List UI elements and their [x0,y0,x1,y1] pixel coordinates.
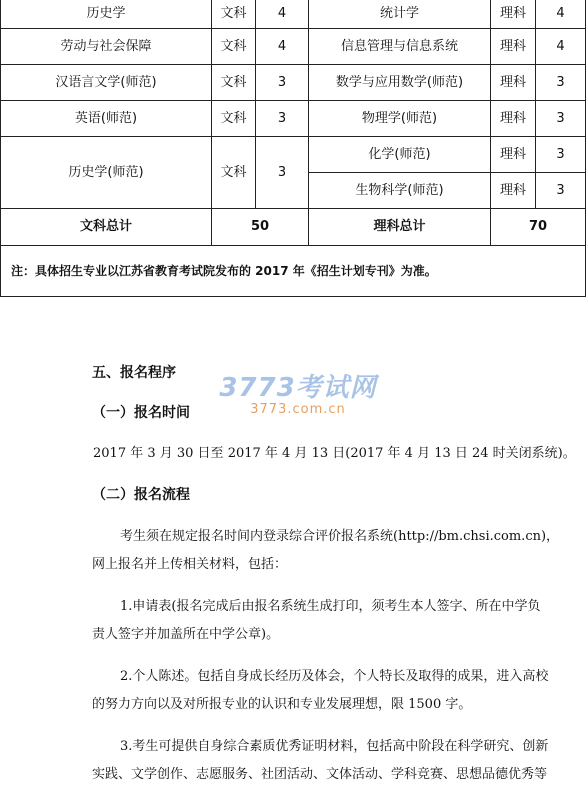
item-3-line-2: 实践、文学创作、志愿服务、社团活动、文体活动、学科竞赛、思想品德优秀等 [92,767,548,782]
enroll-count: 4 [256,0,309,29]
table-row [1,137,586,173]
major-name: 化学(师范) [309,137,491,173]
watermark-url: 3773.com.cn [250,402,346,417]
subject-type: 理科 [491,137,536,173]
table-note: 注：具体招生专业以江苏省教育考试院发布的 2017 年《招生计划专刊》为准。 [1,246,586,297]
enroll-count: 4 [536,0,586,29]
intro-line-1: 考生须在规定报名时间内登录综合评价报名系统(http://bm.chsi.com.cn)， [120,529,560,544]
enroll-count: 3 [536,101,586,137]
science-total-label: 理科总计 [309,209,491,246]
item-2-line-2: 的努力方向以及对所报专业的认识和专业发展理想，限 1500 字。 [92,697,472,712]
major-name: 信息管理与信息系统 [309,29,491,65]
arts-total-label: 文科总计 [1,209,212,246]
enroll-count: 3 [256,101,309,137]
subsection-title-time: （一）报名时间 [92,405,190,421]
item-2-line-1: 2.个人陈述。包括自身成长经历及体会，个人特长及取得的成果，进入高校 [120,669,549,684]
table-row [1,0,586,29]
enroll-count: 3 [536,173,586,209]
subject-type: 理科 [491,173,536,209]
major-name: 物理学(师范) [309,101,491,137]
item-3-line-1: 3.考生可提供自身综合素质优秀证明材料，包括高中阶段在科学研究、创新 [120,739,549,754]
item-1-line-1: 1.申请表(报名完成后由报名系统生成打印，须考生本人签字、所在中学负 [120,599,541,614]
intro-line-2: 网上报名并上传相关材料，包括： [92,557,288,572]
subject-type: 理科 [491,65,536,101]
table-row [1,101,586,137]
subsection-title-process: （二）报名流程 [92,487,190,503]
subject-type: 理科 [491,101,536,137]
watermark-logo: 3773考试网 [219,373,377,403]
table-row [1,65,586,101]
major-name: 劳动与社会保障 [1,29,212,65]
totals-row [1,209,586,246]
arts-total-value: 50 [212,209,309,246]
subject-type: 文科 [212,101,256,137]
enroll-count: 3 [536,137,586,173]
science-total-value: 70 [491,209,586,246]
subject-type: 文科 [212,65,256,101]
subject-type: 文科 [212,0,256,29]
major-name: 历史学(师范) [1,137,212,209]
registration-time-text: 2017 年 3 月 30 日至 2017 年 4 月 13 日(2017 年 4 月 13 日 24 时关闭系统)。 [93,446,576,461]
enrollment-table [0,0,586,297]
note-row [1,246,586,297]
major-name: 生物科学(师范) [309,173,491,209]
section-title: 五、报名程序 [92,365,176,381]
enroll-count: 4 [536,29,586,65]
subject-type: 文科 [212,137,256,209]
subject-type: 理科 [491,0,536,29]
watermark [218,374,378,418]
major-name: 统计学 [309,0,491,29]
major-name: 历史学 [1,0,212,29]
major-name: 汉语言文学(师范) [1,65,212,101]
table-row [1,29,586,65]
enroll-count: 3 [536,65,586,101]
subject-type: 文科 [212,29,256,65]
major-name: 数学与应用数学(师范) [309,65,491,101]
major-name: 英语(师范) [1,101,212,137]
subject-type: 理科 [491,29,536,65]
enroll-count: 4 [256,29,309,65]
enroll-count: 3 [256,137,309,209]
enroll-count: 3 [256,65,309,101]
item-1-line-2: 责人签字并加盖所在中学公章)。 [92,627,280,642]
